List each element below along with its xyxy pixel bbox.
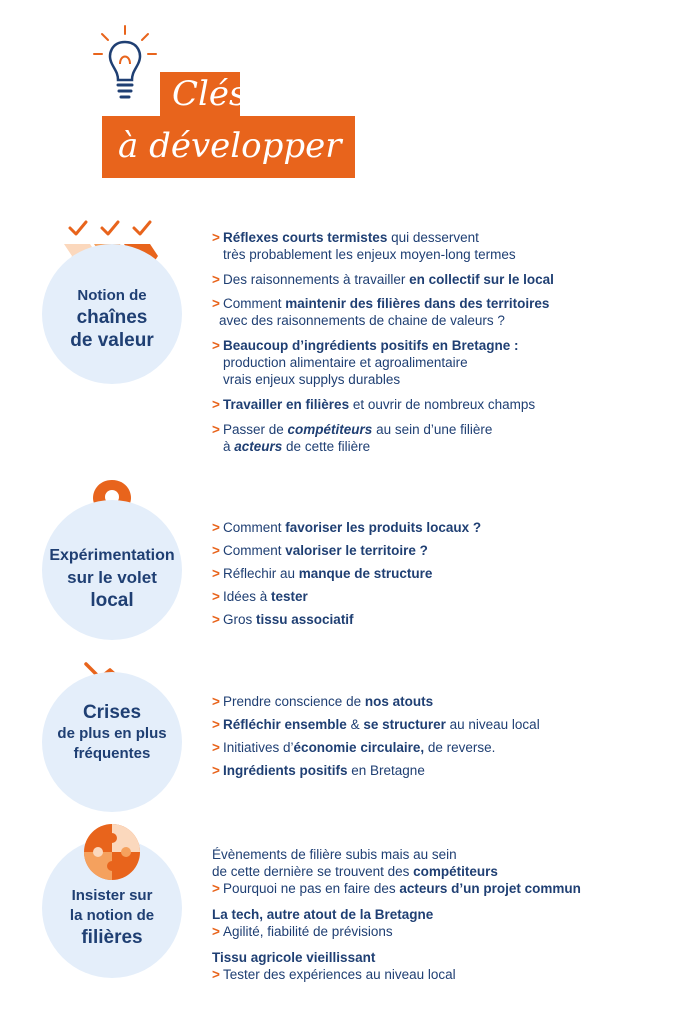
- list-item: > Prendre conscience de nos atouts: [212, 694, 434, 709]
- page-title-line2: à développer: [118, 126, 342, 166]
- section-label: Insister sur la notion de filières: [69, 887, 155, 948]
- list-item: > Passer de compétiteurs au sein d’une filière à acteurs de cette filière: [212, 422, 493, 454]
- section-list: [212, 229, 652, 455]
- list-item: > Idées à tester: [212, 589, 308, 604]
- list-item: > Comment valoriser le territoire ?: [212, 543, 428, 558]
- list-item: > Des raisonnements à travailler en collectif sur le local: [212, 272, 554, 287]
- list-item: > Pourquoi ne pas en faire des acteurs d’un projet commun: [212, 881, 581, 896]
- list-item: > Comment maintenir des filières dans des territoires avec des raisonnements de chaine de valeurs ?: [212, 296, 550, 328]
- list-item: > Comment favoriser les produits locaux ?: [212, 520, 482, 535]
- list-item: > Initiatives d’économie circulaire, de reverse.: [212, 740, 496, 755]
- section-list: [212, 693, 652, 779]
- puzzle-icon: [82, 822, 142, 887]
- page-title-line1: Clés: [172, 74, 247, 114]
- subheading: Tissu agricole vieillissant: [212, 950, 376, 965]
- list-item: > Ingrédients positifs en Bretagne: [212, 763, 425, 778]
- subheading: La tech, autre atout de la Bretagne: [212, 907, 434, 922]
- list-item: > Travailler en filières et ouvrir de nombreux champs: [212, 397, 536, 412]
- intro-text: de cette dernière se trouvent des compétiteurs: [212, 864, 498, 879]
- list-item: > Réfléchir ensemble & se structurer au niveau local: [212, 717, 540, 732]
- lightbulb-icon: [90, 24, 160, 109]
- section-label: Crises de plus en plus fréquentes: [57, 702, 167, 762]
- section-label: Expérimentation sur le volet local: [49, 547, 175, 611]
- list-item: > Tester des expériences au niveau local: [212, 967, 456, 982]
- list-item: > Beaucoup d’ingrédients positifs en Bretagne : production alimentaire et agroalimentaire vrais enjeux supplys durables: [212, 338, 519, 387]
- list-item: > Gros tissu associatif: [212, 612, 354, 627]
- section-label: Notion de chaînes de valeur: [70, 287, 154, 351]
- list-item: > Réflechir au manque de structure: [212, 566, 433, 581]
- list-item: > Réflexes courts termistes qui desservent très probablement les enjeux moyen-long termes: [212, 230, 516, 262]
- section-list: [212, 846, 662, 983]
- list-item: > Agilité, fiabilité de prévisions: [212, 924, 393, 939]
- intro-text: Évènements de filière subis mais au sein: [212, 847, 457, 862]
- section-list: [212, 519, 652, 628]
